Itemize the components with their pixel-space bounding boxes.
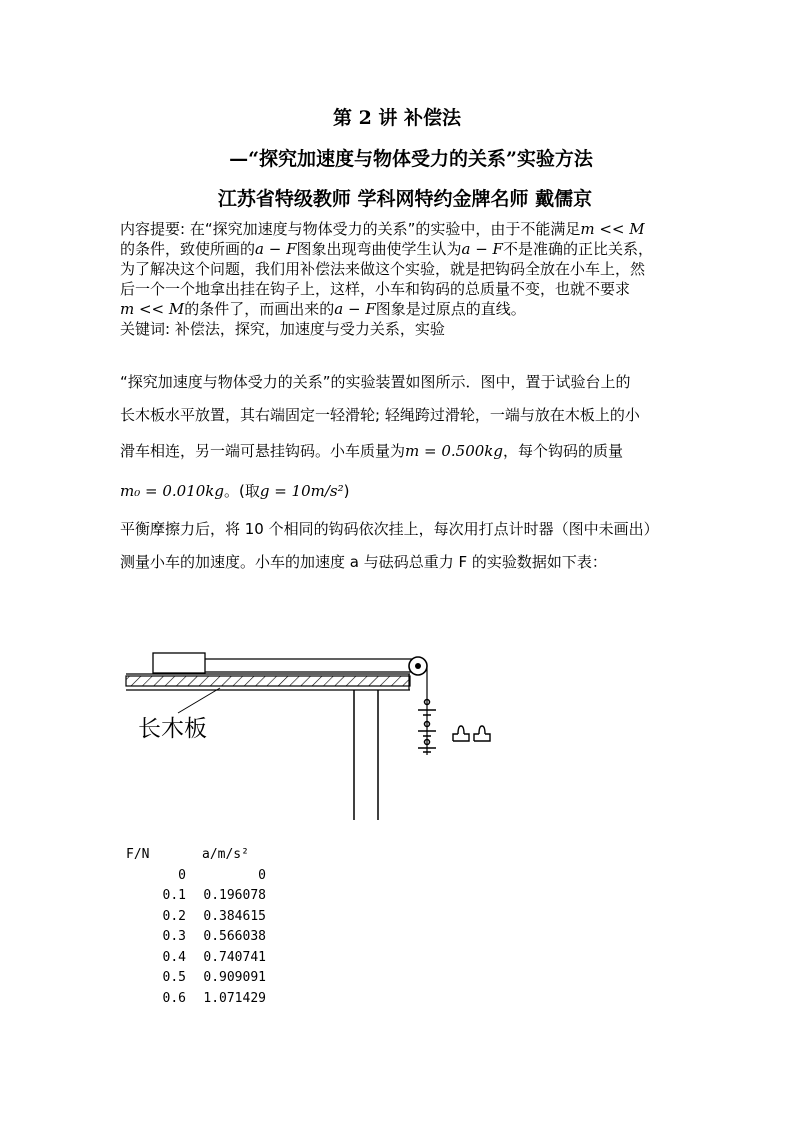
lecture-subtitle: —“探究加速度与物体受力的关系”实验方法 [229, 148, 593, 170]
body-paragraph-line-2: 长木板水平放置，其右端固定一轻滑轮; 轻绳跨过滑轮，一端与放在木板上的小 [120, 406, 640, 424]
apparatus-diagram [120, 640, 510, 829]
body-paragraph-line-6: 测量小车的加速度。小车的加速度 a 与砝码总重力 F 的实验数据如下表： [120, 553, 607, 571]
abstract-line-3: 为了解决这个问题，我们用补偿法来做这个实验，就是把钩码全放在小车上，然 [120, 260, 646, 278]
body-paragraph-line-1: “探究加速度与物体受力的关系”的实验装置如图所示．图中，置于试验台上的 [120, 373, 631, 391]
author-line: 江苏省特级教师 学科网特约金牌名师 戴儒京 [217, 188, 593, 210]
column-header-acceleration: a/m/s² [202, 847, 249, 862]
long-board [126, 676, 410, 686]
body-paragraph-line-4: m₀ = 0.010kg。(取g = 10m/s²) [120, 482, 350, 500]
body-paragraph-line-5: 平衡摩擦力后，将 10 个相同的钩码依次挂上，每次用打点计时器（图中未画出） [120, 520, 659, 538]
spare-weights [453, 726, 490, 741]
abstract [120, 219, 680, 339]
column-header-force: F/N [126, 847, 150, 862]
body-paragraph-line-3: 滑车相连，另一端可悬挂钩码。小车质量为m = 0.500kg，每个钩码的质量 [120, 442, 623, 460]
abstract-line-2: 的条件，致使所画的a − F图象出现弯曲使学生认为a − F不是准确的正比关系， [120, 240, 653, 258]
cart [153, 653, 205, 673]
board-label: 长木板 [138, 716, 207, 742]
abstract-line-4: 后一个一个地拿出挂在钩子上，这样，小车和钩码的总质量不变，也就不要求 [120, 280, 631, 298]
abstract-line-5: m << M的条件了，而画出来的a − F图象是过原点的直线。 [120, 300, 526, 318]
abstract-line-1: 内容提要: 在“探究加速度与物体受力的关系”的实验中，由于不能满足m << M [120, 220, 645, 238]
lecture-title: 第 2 讲 补偿法 [332, 107, 462, 129]
keywords-line: 关键词: 补偿法，探究，加速度与受力关系，实验 [120, 320, 445, 338]
